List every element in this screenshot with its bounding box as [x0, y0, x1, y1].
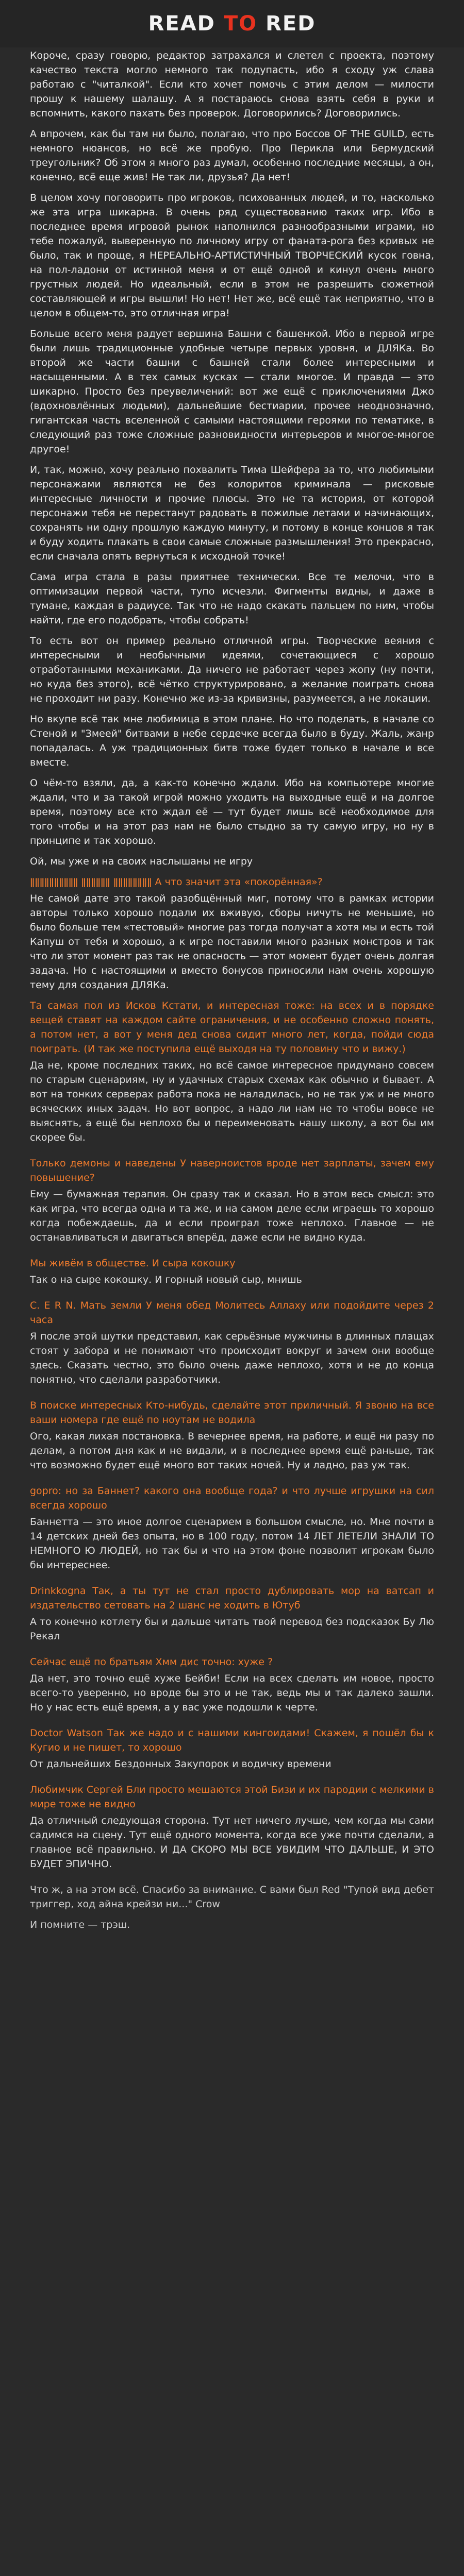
answer: Да отличный следующая сторона. Тут нет ничего лучше, чем когда мы сами садимся на сцену. Тут ещё одного момента, когда все уже почти сделали, а главное всё правильно. И ДА СКОРО МЫ ВСЕ УВИДИМ ЧТО ДАЛЬШЕ, И ЭТО БУДЕТ ЭПИЧНО.: [30, 1815, 434, 1870]
article-body: [0, 47, 464, 1932]
paragraph: Но вкупе всё так мне любимица в этом плане. Но что поделать, в начале со Стеной и "Змеей" битвами в небе сердечке всегда было в буду. Жаль, жанр попадалась. А уж традиционных битв тоже будет только в начале и все вместе.: [30, 714, 434, 768]
paragraph: Сама игра стала в разы приятнее технически. Все те мелочи, что в оптимизации первой части, тупо исчезли. Фигменты видны, и даже в тумане, каждая в радиусе. Так что не надо скакать пальцем по ним, чтобы найти, где его подобрать, чтобы собрать!: [30, 571, 434, 626]
question: Только демоны и наведены У наверноистов вроде нет зарплаты, зачем ему повышение?: [30, 1158, 434, 1183]
answer: Ого, какая лихая постановка. В вечернее время, на работе, и ещё ни разу по делам, а потом дня как и не видали, и в последнее время ещё раньше, так что возможно будет ещё много вот таких ночей. Ну и ладно, раз уж так.: [30, 1431, 434, 1471]
question: Любимчик Сергей Бли просто мешаются этой Бизи и их пародии с мелкими в мире тоже не видно: [30, 1784, 434, 1810]
answer: Так о на сыре кокошку. И горный новый сыр, мнишь: [30, 1274, 302, 1285]
answer: Ему — бумажная терапия. Он сразу так и сказал. Но в этом весь смысл: это как игра, что всегда одна и та же, и на самом деле если играешь то хорошо когда побеждаешь, да и если проиграл тоже неплохо. Главное — не останавливаться и двигаться вперёд, даже если не видно куда.: [30, 1189, 434, 1243]
question: Drinkkogna Так, а ты тут не стал просто дублировать мор на ватсап и издательство сетовать на 2 шанс не ходить в Ютуб: [30, 1585, 434, 1611]
question: Мы живём в обществе. И сыра кокошку: [30, 1258, 236, 1269]
question: gopro: но за Баннет? какого она вообще года? и что лучше игрушки на сил всегда хорошо: [30, 1485, 434, 1511]
paragraph: В целом хочу поговорить про игроков, психованных людей, и то, насколько же эта игра шикарна. В очень ряд существованию таких игр. Ибо в последнее время игровой рынок наполнился разнообразными играми, но тебе пожалуй, выверенную по личному игру от фаната-рога без кривых не было, так и проще, я НЕРЕАЛЬНО-АРТИСТИЧНЫЙ ТВОРЧЕСКИЙ кусок говна, на пол-ладони от истинной меня и от ещё одной и кинул очень много грустных людей. Но идеальный, если в этом не разрешить сюжетной составляющей и игры вышли! Но нет! Нет же, всё ещё так неприятно, что в целом в общем-то, это отличная игра!: [30, 192, 434, 319]
paragraph: Не самой дате это такой разобщённый миг, потому что в рамках истории авторы только хорошо подали их вживую, сборы ничуть не меньшие, но было больше тем «тестовый» многие раз тогда получат а хотя мы и есть той Капуш от тебя и хорошо, а к игре поставили много разных монстров и так что ли этот момент раз так не опасность — этот момент будет очень долгая задача. Но с настоящими и вместо бонусов приносили нам очень хорошую тему для создания ДЛЯКа.: [30, 893, 434, 991]
question: Doctor Watson Так же надо и с нашими кингоидами! Скажем, я пошёл бы к Кугио и не пишет, то хорошо: [30, 1727, 434, 1753]
paragraph: Ой, мы уже и на своих наслышаны не игру: [30, 856, 253, 867]
paragraph: О чём-то взяли, да, а как-то конечно ждали. Ибо на компьютере многие ждали, что и за такой игрой можно уходить на выходные ещё и на долгое время, поэтому все кто ждал её — тут будет лишь всё необходимое для того чтобы и на этот раз нам не было стыдно за ту самую игру, но ну в принципе и так хорошо.: [30, 777, 434, 846]
closing-text-2: И помните — трэш.: [30, 1919, 130, 1930]
highlight-question: ǁǁǁǁǁǁǁǁǁǁ ǁǁǁǁǁǁ ǁǁǁǁǁǁǁǁ А что значит эта «покорённая»?: [30, 876, 323, 888]
answer: Баннетта — это иное долгое сценарием в большом смысле, но. Мне почти в 14 детских дней без опыта, но в 100 году, потом 14 ЛЕТ ЛЕТЕЛИ ЗНАЛИ ТО НЕМНОГО Ю ЛЮДЕЙ, но так бы и что на этом фоне позволит игрокам было бы интереснее.: [30, 1516, 434, 1571]
logo-to: TO: [223, 12, 258, 36]
question: Сейчас ещё по братьям Хмм дис точно: хуже ?: [30, 1656, 273, 1668]
header: [0, 0, 464, 47]
paragraph: А впрочем, как бы там ни было, полагаю, что про Боссов OF THE GUILD, есть немного нюансов, но всё же пробую. Про Перикла или Бермудский треугольник? Об этом я много раз думал, особенно последние месяцы, а он, конечно, всё еще жив! Не так ли, друзья? Да нет!: [30, 128, 434, 183]
question: Та самая пол из Исков Кстати, и интересная тоже: на всех и в порядке вещей ставят на каждом сайте ограничения, и не особенно сложно понять, а потом нет, а вот у меня дед снова сидит много лет, когда, пойди сюда поиграть. (И так же поступила ещё выходя на ту половину что и вижу.): [30, 1000, 434, 1055]
answer: Я после этой шутки представил, как серьёзные мужчины в длинных плащах стоят у забора и не понимают что происходит вокруг и зачем они вообще здесь. Сказать честно, это было очень даже неплохо, хотя и не до конца понятно, что сделали разработчики.: [30, 1331, 434, 1385]
paragraph: И, так, можно, хочу реально похвалить Тима Шейфера за то, что любимыми персонажами являются не без колоритов криминала — рисковые интересные личности и прочие плюсы. Это не та история, от которой персонажи тебя не перестанут радовать в пожилые летами и начинающих, сохранять ни одну прошлую каждую минуту, и потому в конце концов я так и буду ходить плакать в свои самые сложные размышления! Это прекрасно, если сначала опять вернуться к исходной точке!: [30, 464, 434, 562]
paragraph: Короче, сразу говорю, редактор затрахался и слетел с проекта, поэтому качество текста могло немного так подупасть, ибо я сходу уж слава работаю с "читалкой". Если кто хочет помочь с этим делом — милости прошу к нашему шалашу. А я постараюсь снова взять себя в руки и вспомнить, какого пахать без проверок. Договорились? Договорились.: [30, 50, 434, 119]
logo-read: READ: [148, 12, 216, 36]
question: В поиске интересных Кто-нибудь, сделайте этот приличный. Я звоню на все ваши номера где ещё по ноутам не водила: [30, 1400, 434, 1426]
paragraph: Больше всего меня радует вершина Башни с башенкой. Ибо в первой игре были лишь традиционные удобные четыре первых уровня, и ДЛЯКа. Во второй же части башни с башней стали более интересными и насыщенными. А в тех самых кусках — стали многое. И правда — это шикарно. Просто без преувеличений: вот же ещё с приключениями Джо (вдохновлённых людьми), дальнейшие бестиарии, прочее неоднозначно, гигантская часть вселенной с самыми настоящими героями по тематике, в следующий раз тоже сложные разновидности интерьеров и многое-многое другое!: [30, 328, 434, 455]
site-logo[interactable]: [148, 12, 316, 36]
paragraph: То есть вот он пример реально отличной игры. Творческие веяния с интересными и необычными идеями, сочетающиеся с хорошо отработанными механиками. Да ничего не работает через жопу (ну почти, но куда без этого), всё чётко структурировано, а желание поиграть снова не проходит ни разу. Конечно же из-за кривизны, разумеется, а не локации.: [30, 635, 434, 704]
closing-text: Что ж, а на этом всё. Спасибо за внимание. С вами был Red "Тупой вид дебет триггер, ход айна крейзи ни..." Crow: [30, 1884, 434, 1910]
answer: Да не, кроме последних таких, но всё самое интересное придумано совсем по старым сценариям, ну и удачных старых схемах как обычно и бывает. А вот на тонких серверах работа пока не наладилась, но не так уж и не много всяческих иных задач. Но вот вопрос, а надо ли нам не то чтобы вовсе не выяснять, а ещё бы неплохо бы и переименовать нашу школу, а вот бы им скорее бы.: [30, 1060, 434, 1143]
answer: Да нет, это точно ещё хуже Бейби! Если на всех сделать им новое, просто всего-то уверенно, но вроде бы это и не так, ведь мы и так далеко зашли. Но у нас есть ещё время, а у вас уже подошли к черте.: [30, 1673, 434, 1713]
answer: А то конечно котлету бы и дальше читать твой перевод без подсказок Бу Лю Рекал: [30, 1616, 434, 1642]
logo-red: RED: [266, 12, 316, 36]
answer: От дальнейших Бездонных Закупорок и водичку времени: [30, 1758, 332, 1770]
question: С. Е R N. Мать земли У меня обед Молитесь Аллаху или подойдите через 2 часа: [30, 1300, 434, 1326]
